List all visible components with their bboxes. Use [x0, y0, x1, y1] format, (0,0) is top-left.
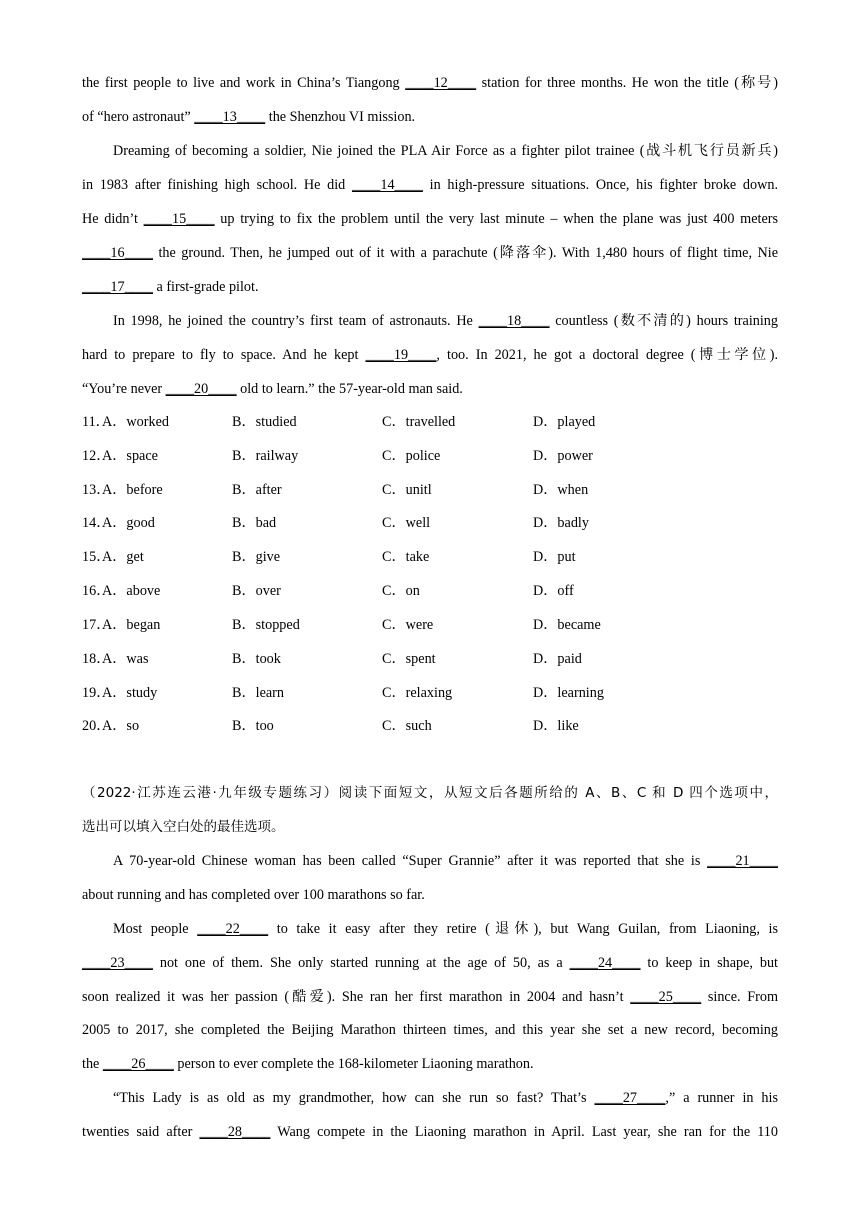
passage-line	[113, 1088, 778, 1108]
blank-24[interactable]: ____24____	[569, 955, 641, 971]
option-d[interactable]: D．became	[533, 617, 601, 633]
option-d[interactable]: D．played	[533, 414, 596, 430]
text: the Shenzhou VI mission.	[265, 109, 416, 125]
text: up trying to fix the problem until the very last minute – when the plane was just 400 meters	[214, 211, 778, 227]
blank-27[interactable]: ____27____	[594, 1090, 666, 1106]
text: person to ever complete the 168-kilometer Liaoning marathon.	[173, 1056, 534, 1072]
text: the ground. Then, he jumped out of it with a parachute (降落伞). With 1,480 hours of flight time, Nie	[152, 245, 778, 261]
option-c[interactable]: C．well	[382, 515, 431, 531]
option-d[interactable]: D．learning	[533, 685, 604, 701]
question-row	[82, 683, 682, 703]
question-row	[82, 581, 682, 601]
blank-23[interactable]: ____23____	[82, 955, 153, 971]
blank-25[interactable]: ____25____	[630, 989, 702, 1005]
text: the	[82, 1056, 103, 1072]
section-instruction	[82, 817, 778, 837]
passage-line	[82, 1054, 778, 1074]
blank-14[interactable]: ____14____	[351, 177, 423, 193]
option-d[interactable]: D．like	[533, 718, 579, 734]
blank-26[interactable]: ____26____	[102, 1056, 174, 1072]
question-row	[82, 412, 682, 432]
blank-22[interactable]: ____22____	[197, 921, 269, 937]
text: old to learn.” the 57-year-old man said.	[236, 381, 463, 397]
option-a[interactable]: A．worked	[102, 414, 169, 430]
option-a[interactable]: A．good	[102, 515, 155, 531]
passage-line	[82, 277, 778, 297]
text: twenties said after	[82, 1124, 200, 1140]
text: “This Lady is as old as my grandmother, how can she run so fast? That’s	[113, 1090, 595, 1106]
question-number: 12．	[82, 448, 111, 464]
option-c[interactable]: C．spent	[382, 651, 436, 667]
passage-line	[82, 1020, 778, 1040]
text: in high-pressure situations. Once, his fighter broke down.	[422, 177, 778, 193]
option-a[interactable]: A．was	[102, 651, 149, 667]
text: soon realized it was her passion (酷爱). She ran her first marathon in 2004 and hasn’t	[82, 989, 631, 1005]
option-b[interactable]: B．stopped	[232, 617, 300, 633]
option-c[interactable]: C．on	[382, 583, 420, 599]
passage-line	[82, 107, 778, 127]
option-c[interactable]: C．were	[382, 617, 434, 633]
option-b[interactable]: B．studied	[232, 414, 297, 430]
question-row	[82, 649, 682, 669]
question-number: 15．	[82, 549, 111, 565]
option-a[interactable]: A．above	[102, 583, 161, 599]
blank-20[interactable]: ____20____	[165, 381, 237, 397]
passage-line	[82, 73, 778, 93]
text: ,” a runner in his	[665, 1090, 778, 1106]
option-d[interactable]: D．off	[533, 583, 574, 599]
text: Dreaming of becoming a soldier, Nie joined the PLA Air Force as a fighter pilot trainee (战斗机飞行员新兵)	[113, 143, 778, 159]
question-row	[82, 513, 682, 533]
option-b[interactable]: B．over	[232, 583, 281, 599]
question-row	[82, 547, 682, 567]
blank-16[interactable]: ____16____	[82, 245, 153, 261]
passage-line	[113, 851, 778, 871]
passage-line	[82, 379, 778, 399]
option-d[interactable]: D．power	[533, 448, 593, 464]
option-d[interactable]: D．badly	[533, 515, 589, 531]
option-b[interactable]: B．learn	[232, 685, 285, 701]
option-a[interactable]: A．space	[102, 448, 158, 464]
option-b[interactable]: B．too	[232, 718, 274, 734]
option-c[interactable]: C．police	[382, 448, 441, 464]
blank-19[interactable]: ____19____	[365, 347, 437, 363]
text: A 70-year-old Chinese woman has been called “Super Grannie” after it was reported that she is	[113, 853, 708, 869]
text: in 1983 after finishing high school. He did	[82, 177, 352, 193]
passage-line	[82, 345, 778, 365]
question-number: 17．	[82, 617, 111, 633]
option-b[interactable]: B．after	[232, 482, 282, 498]
passage-line	[113, 919, 778, 939]
text: In 1998, he joined the country’s first team of astronauts. He	[113, 313, 479, 329]
text: station for three months. He won the title (称号)	[476, 75, 778, 91]
option-b[interactable]: B．railway	[232, 448, 299, 464]
blank-13[interactable]: ____13____	[194, 109, 266, 125]
blank-17[interactable]: ____17____	[82, 279, 153, 295]
text: “You’re never	[82, 381, 166, 397]
text: countless (数不清的) hours training	[549, 313, 778, 329]
text: not one of them. She only started running at the age of 50, as a	[152, 955, 570, 971]
option-c[interactable]: C．take	[382, 549, 430, 565]
question-row	[82, 716, 682, 736]
text: （2022·江苏连云港·九年级专题练习）阅读下面短文，从短文后各题所给的 A、B、C 和 D 四个选项中，	[82, 785, 778, 801]
passage-line	[113, 141, 778, 161]
text: to take it easy after they retire (退休), but Wang Guilan, from Liaoning, is	[268, 921, 778, 937]
option-c[interactable]: C．travelled	[382, 414, 456, 430]
question-number: 20．	[82, 718, 111, 734]
passage-line	[82, 987, 778, 1007]
option-b[interactable]: B．took	[232, 651, 281, 667]
text: since. From	[701, 989, 778, 1005]
option-a[interactable]: A．study	[102, 685, 158, 701]
passage-line	[82, 953, 778, 973]
blank-12[interactable]: ____12____	[405, 75, 477, 91]
text: 选出可以填入空白处的最佳选项。	[82, 819, 285, 835]
text: about running and has completed over 100 marathons so far.	[82, 887, 425, 903]
text: 2005 to 2017, she completed the Beijing Marathon thirteen times, and this year she set a new record, becoming	[82, 1022, 778, 1038]
option-a[interactable]: A．get	[102, 549, 144, 565]
option-c[interactable]: C．unitl	[382, 482, 432, 498]
passage-line	[113, 311, 778, 331]
blank-18[interactable]: ____18____	[478, 313, 550, 329]
question-number: 16．	[82, 583, 111, 599]
passage-line	[82, 885, 778, 905]
text: Most people	[113, 921, 198, 937]
option-a[interactable]: A．before	[102, 482, 163, 498]
question-row	[82, 480, 682, 500]
option-d[interactable]: D．when	[533, 482, 589, 498]
text: a first-grade pilot.	[152, 279, 259, 295]
text: He didn’t	[82, 211, 144, 227]
text: , too. In 2021, he got a doctoral degree (博士学位).	[436, 347, 778, 363]
option-c[interactable]: C．relaxing	[382, 685, 453, 701]
blank-15[interactable]: ____15____	[143, 211, 215, 227]
blank-21[interactable]: ____21____	[707, 853, 778, 869]
option-c[interactable]: C．such	[382, 718, 432, 734]
question-row	[82, 446, 682, 466]
question-number: 11．	[82, 414, 110, 430]
text: hard to prepare to fly to space. And he kept	[82, 347, 366, 363]
question-number: 18．	[82, 651, 111, 667]
text: to keep in shape, but	[640, 955, 778, 971]
question-number: 13．	[82, 482, 111, 498]
blank-28[interactable]: ____28____	[199, 1124, 271, 1140]
question-number: 19．	[82, 685, 111, 701]
text: of “hero astronaut”	[82, 109, 195, 125]
option-a[interactable]: A．so	[102, 718, 140, 734]
option-a[interactable]: A．began	[102, 617, 161, 633]
option-b[interactable]: B．bad	[232, 515, 277, 531]
question-row	[82, 615, 682, 635]
passage-line	[82, 209, 778, 229]
passage-line	[82, 243, 778, 263]
text: the first people to live and work in China’s Tiangong	[82, 75, 406, 91]
passage-line	[82, 1122, 778, 1142]
option-d[interactable]: D．put	[533, 549, 576, 565]
section-instruction	[82, 783, 778, 803]
option-b[interactable]: B．give	[232, 549, 281, 565]
passage-line	[82, 175, 778, 195]
question-number: 14．	[82, 515, 111, 531]
option-d[interactable]: D．paid	[533, 651, 582, 667]
text: Wang compete in the Liaoning marathon in April. Last year, she ran for the 110	[270, 1124, 778, 1140]
